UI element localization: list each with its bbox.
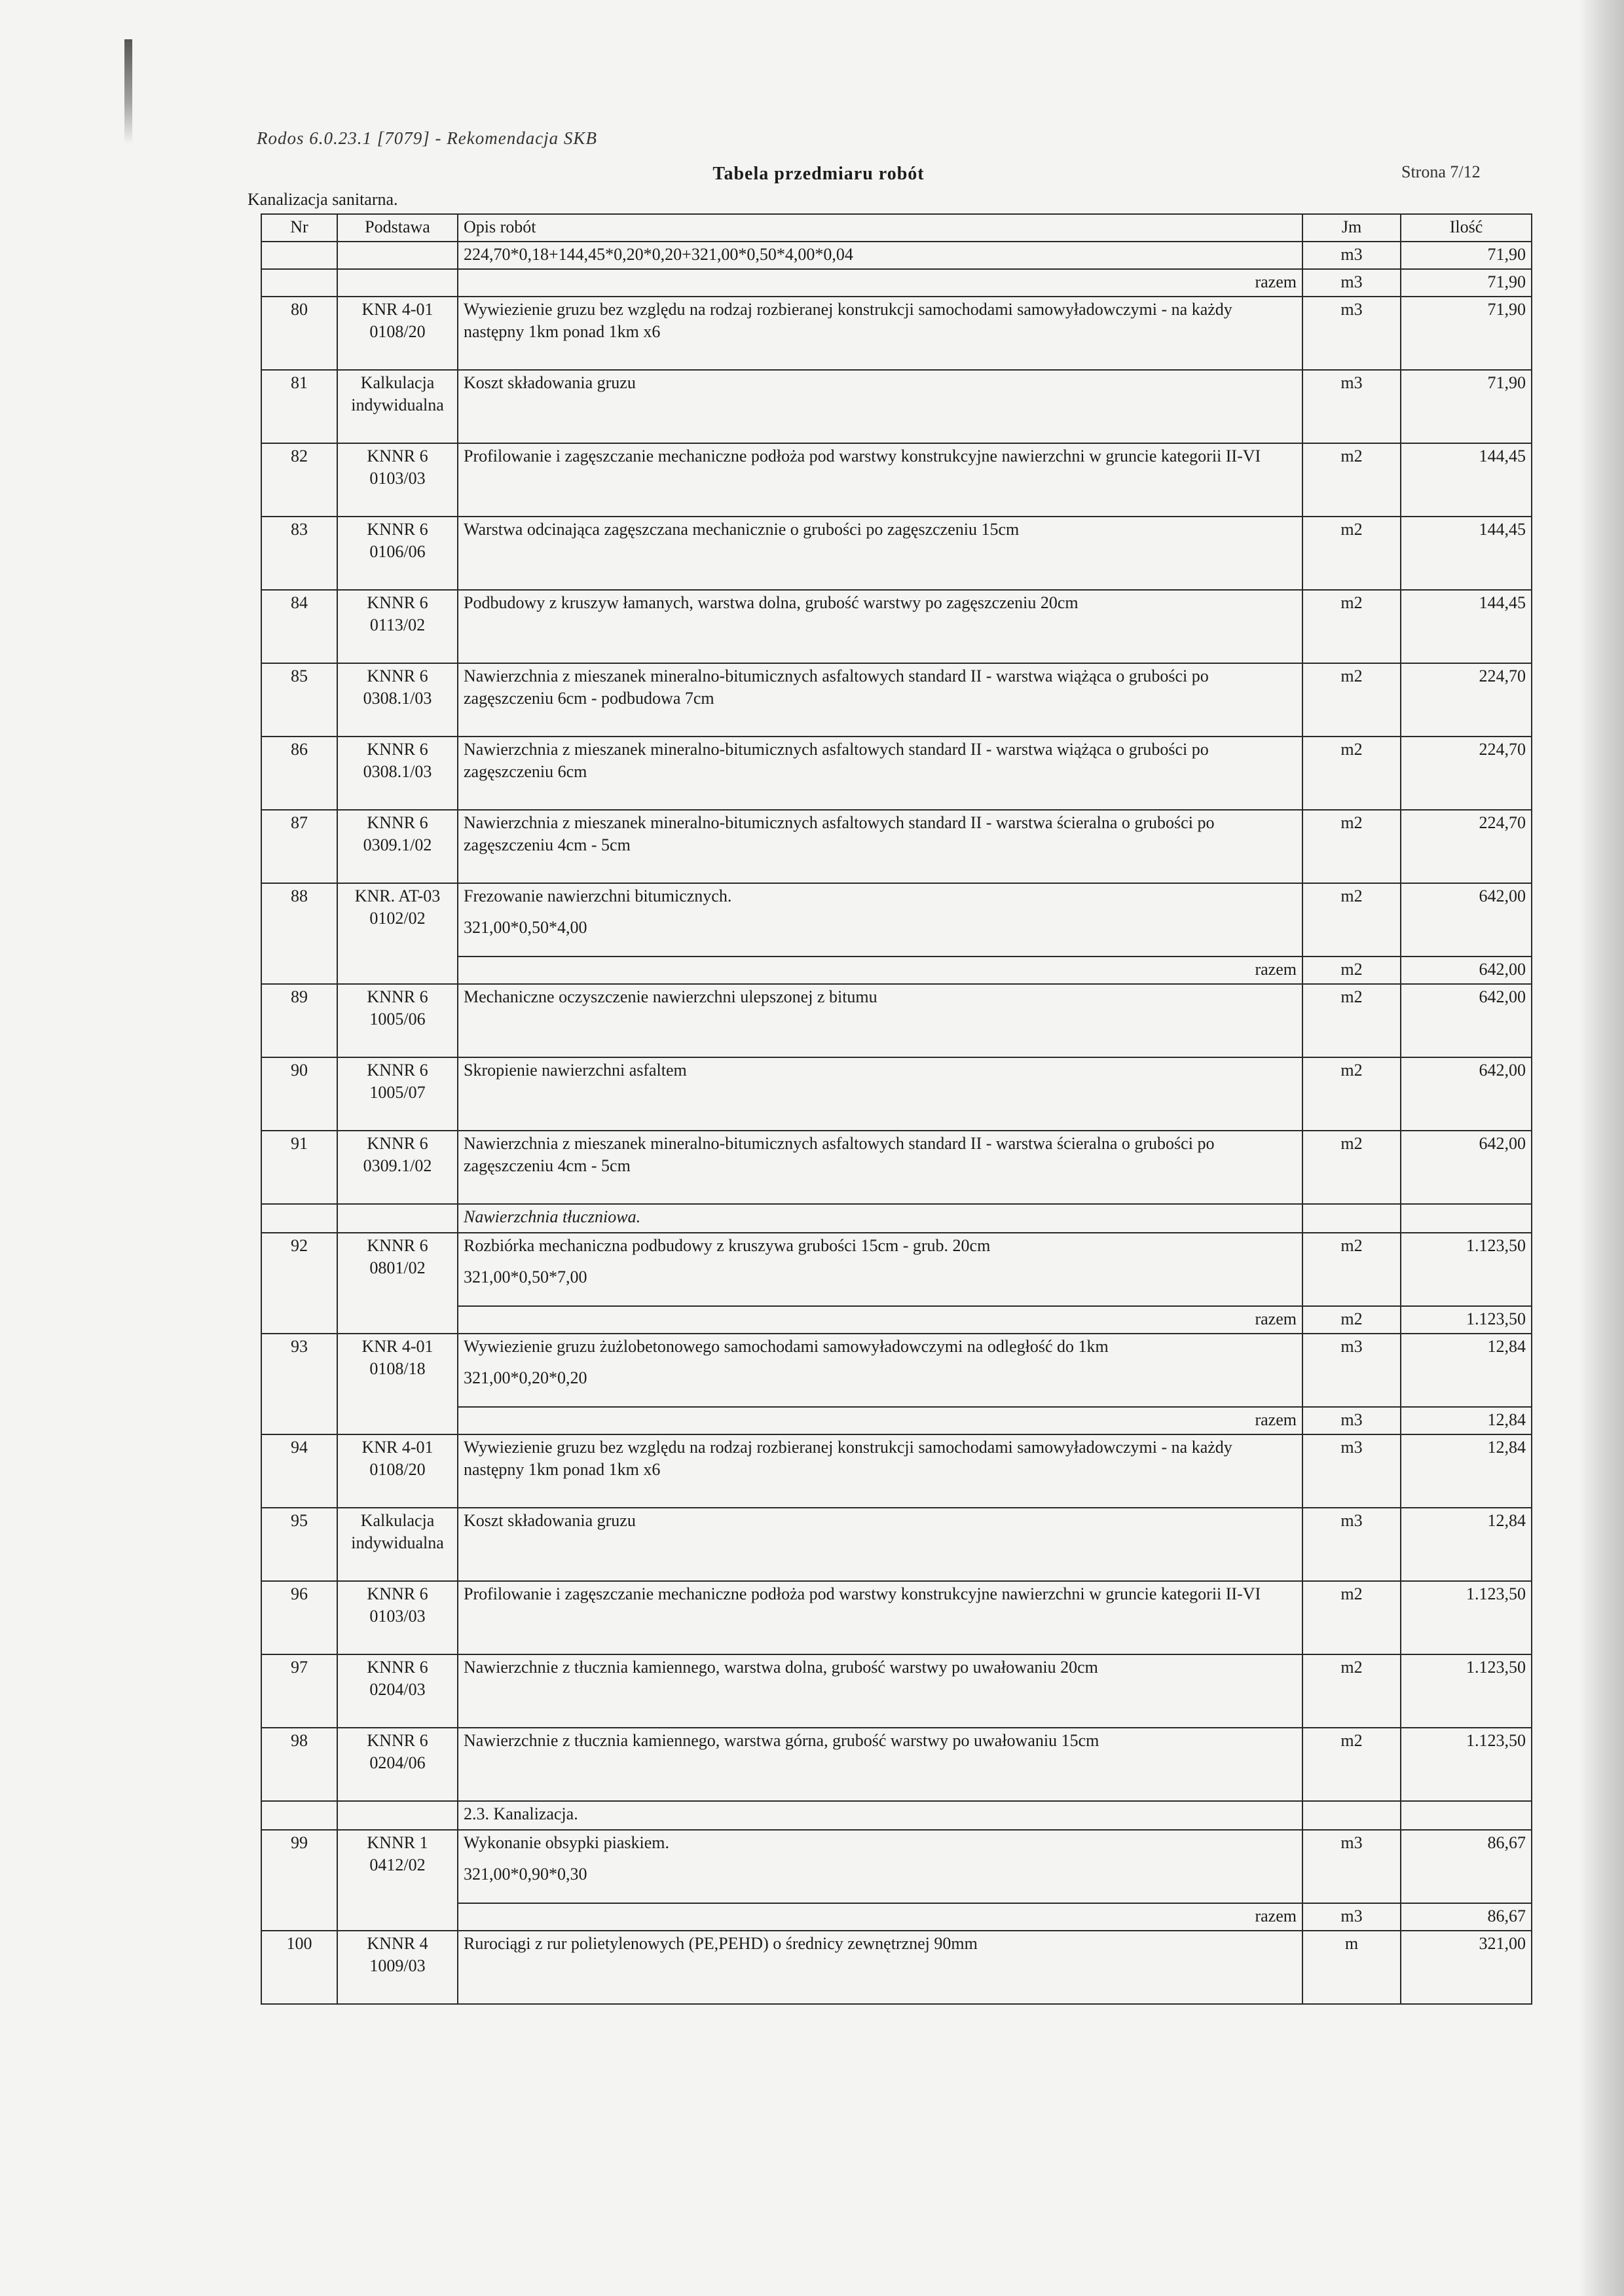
position-number: 84 [261,590,337,663]
description-text: Podbudowy z kruszyw łamanych, warstwa dolna, grubość warstwy po zagęszczeniu 20cm [464,593,1079,612]
basis-code [337,1057,458,1131]
quantity: 144,45 [1401,443,1532,517]
bill-of-quantities-table [261,213,1532,2005]
quantity: 321,00 [1401,1931,1532,2004]
cell-empty [1401,1204,1532,1233]
position-number: 89 [261,984,337,1057]
quantity: 224,70 [1401,663,1532,737]
calc-formula: 224,70*0,18+144,45*0,20*0,20+321,00*0,50*4,00*0,04 [458,242,1302,269]
document-title: Tabela przedmiaru robót [712,164,925,184]
work-description [458,443,1302,517]
basis-catalog: KNNR 6 [367,1236,428,1255]
section-row-tluczniowa [261,1204,1532,1233]
basis-code [337,1131,458,1204]
unit: m2 [1302,1306,1401,1334]
basis-code [337,590,458,663]
quantity: 642,00 [1401,1057,1532,1131]
cell-empty [337,1204,458,1233]
basis-table: 0308.1/03 [363,762,432,781]
basis-code [337,297,458,370]
unit: m3 [1302,370,1401,443]
unit: m3 [1302,1508,1401,1581]
cell-empty [1302,1801,1401,1830]
unit: m2 [1302,810,1401,883]
basis-table: 0309.1/02 [363,1156,432,1175]
quantity: 642,00 [1401,1131,1532,1204]
description-text: Nawierzchnie z tłucznia kamiennego, warstwa górna, grubość warstwy po uwałowaniu 15cm [464,1731,1099,1750]
position-number: 93 [261,1334,337,1434]
quantity-total: 71,90 [1401,269,1532,297]
table-row [261,810,1532,883]
razem-label: razem [458,1407,1302,1434]
quantity: 642,00 [1401,984,1532,1057]
work-description [458,1131,1302,1204]
quantity: 12,84 [1401,1434,1532,1508]
work-description [458,1057,1302,1131]
unit: m3 [1302,1903,1401,1931]
cell-empty [1401,1801,1532,1830]
basis-table: 1009/03 [369,1956,426,1975]
basis-code [337,1581,458,1654]
basis-table: 0103/03 [369,1607,426,1626]
description-text: Wywiezienie gruzu bez względu na rodzaj rozbieranej konstrukcji samochodami samowyładowczymi - na każdy następny 1km ponad 1km x6 [464,300,1232,341]
unit: m2 [1302,1131,1401,1204]
unit: m2 [1302,443,1401,517]
work-description [458,1434,1302,1508]
unit: m2 [1302,1728,1401,1801]
table-row [261,1830,1532,1903]
description-text: Rozbiórka mechaniczna podbudowy z kruszywa grubości 15cm - grub. 20cm [464,1236,991,1255]
table-row [261,297,1532,370]
table-row [261,1233,1532,1306]
position-number: 91 [261,1131,337,1204]
quantity: 224,70 [1401,737,1532,810]
basis-code [337,1728,458,1801]
table-row [261,370,1532,443]
table-row [261,1434,1532,1508]
description-text: Warstwa odcinająca zagęszczana mechanicznie o grubości po zagęszczeniu 15cm [464,520,1020,539]
description-text: Nawierzchnia z mieszanek mineralno-bitumicznych asfaltowych standard II - warstwa wiążąca o grubości po zagęszczeniu 6cm - podbudowa 7cm [464,666,1209,708]
position-number: 100 [261,1931,337,2004]
basis-code [337,370,458,443]
basis-catalog: KNNR 6 [367,520,428,539]
basis-catalog: Kalkulacja [360,1511,435,1530]
quantity-total: 642,00 [1401,957,1532,984]
basis-catalog: KNNR 6 [367,1134,428,1153]
work-description [458,1508,1302,1581]
description-text: Wykonanie obsypki piaskiem. [464,1833,669,1852]
basis-code [337,663,458,737]
work-description [458,1830,1302,1903]
table-row [261,443,1532,517]
basis-catalog: KNNR 6 [367,446,428,465]
table-header-row [261,214,1532,242]
basis-code [337,443,458,517]
position-number: 94 [261,1434,337,1508]
quantity: 86,67 [1401,1830,1532,1903]
basis-code [337,1434,458,1508]
position-number: 85 [261,663,337,737]
quantity-total: 86,67 [1401,1903,1532,1931]
quantity: 12,84 [1401,1334,1532,1407]
basis-table: 0103/03 [369,469,426,488]
unit: m3 [1302,242,1401,269]
section-title: Kanalizacja sanitarna. [248,190,398,209]
carry-razem-row [261,269,1532,297]
table-row [261,517,1532,590]
table-row [261,1334,1532,1407]
description-text: Koszt składowania gruzu [464,1511,636,1530]
quantity: 1.123,50 [1401,1654,1532,1728]
unit: m2 [1302,517,1401,590]
description-text: Wywiezienie gruzu bez względu na rodzaj rozbieranej konstrukcji samochodami samowyładowczymi - na każdy następny 1km ponad 1km x6 [464,1438,1232,1479]
basis-catalog: KNR 4-01 [361,1337,434,1356]
description-text: Wywiezienie gruzu żużlobetonowego samochodami samowyładowczymi na odległość do 1km [464,1337,1109,1356]
col-header-jm: Jm [1302,214,1401,242]
basis-code [337,1233,458,1334]
quantity: 1.123,50 [1401,1233,1532,1306]
description-text: Rurociągi z rur polietylenowych (PE,PEHD) o średnicy zewnętrznej 90mm [464,1934,978,1953]
position-number: 90 [261,1057,337,1131]
work-description [458,370,1302,443]
basis-table: indywidualna [351,395,444,414]
description-text: Nawierzchnia z mieszanek mineralno-bitumicznych asfaltowych standard II - warstwa ścieralna o grubości po zagęszczeniu 4cm - 5cm [464,813,1215,854]
description-text: Profilowanie i zagęszczanie mechaniczne podłoża pod warstwy konstrukcyjne nawierzchni w gruncie kategorii II-VI [464,1584,1261,1603]
cell-empty [261,1801,337,1830]
basis-table: 0412/02 [369,1855,426,1874]
basis-table: 0108/20 [369,1460,426,1479]
unit: m3 [1302,1334,1401,1407]
unit: m3 [1302,1434,1401,1508]
quantity: 71,90 [1401,297,1532,370]
basis-table: indywidualna [351,1533,444,1552]
basis-table: 0108/18 [369,1359,426,1378]
work-description [458,1654,1302,1728]
cell-empty [261,242,337,269]
unit: m2 [1302,1581,1401,1654]
razem-label: razem [458,1903,1302,1931]
position-number: 80 [261,297,337,370]
position-number: 82 [261,443,337,517]
scan-edge-shadow [1578,0,1624,2296]
position-number: 98 [261,1728,337,1801]
software-header: Rodos 6.0.23.1 [7079] - Rekomendacja SKB [257,128,597,148]
basis-table: 1005/06 [369,1010,426,1029]
razem-label: razem [458,1306,1302,1334]
position-number: 81 [261,370,337,443]
table-row [261,590,1532,663]
description-text: Koszt składowania gruzu [464,373,636,392]
unit: m2 [1302,737,1401,810]
description-text: Nawierzchnia z mieszanek mineralno-bitumicznych asfaltowych standard II - warstwa ścieralna o grubości po zagęszczeniu 4cm - 5cm [464,1134,1215,1175]
unit: m2 [1302,984,1401,1057]
scan-mark [124,39,132,144]
quantity-total: 12,84 [1401,1407,1532,1434]
basis-catalog: KNNR 6 [367,1731,428,1750]
basis-code [337,1334,458,1434]
section-heading: Nawierzchnia tłuczniowa. [458,1204,1302,1233]
basis-table: 0801/02 [369,1258,426,1277]
basis-table: 0308.1/03 [363,689,432,708]
basis-code [337,1830,458,1931]
cell-empty [261,1204,337,1233]
quantity: 71,90 [1401,370,1532,443]
basis-code [337,1931,458,2004]
position-number: 96 [261,1581,337,1654]
position-number: 97 [261,1654,337,1728]
basis-code [337,810,458,883]
calc-formula: 321,00*0,20*0,20 [464,1368,587,1387]
basis-table: 0113/02 [369,615,426,634]
basis-catalog: KNNR 6 [367,593,428,612]
table-row [261,883,1532,957]
quantity: 1.123,50 [1401,1728,1532,1801]
basis-table: 1005/07 [369,1083,426,1102]
unit: m3 [1302,1407,1401,1434]
basis-catalog: KNR 4-01 [361,300,434,319]
position-number: 86 [261,737,337,810]
calc-formula: 321,00*0,50*7,00 [464,1267,587,1286]
unit: m2 [1302,1654,1401,1728]
quantity: 224,70 [1401,810,1532,883]
basis-catalog: KNNR 6 [367,1584,428,1603]
description-text: Nawierzchnie z tłucznia kamiennego, warstwa dolna, grubość warstwy po uwałowaniu 20cm [464,1658,1098,1677]
basis-catalog: KNNR 4 [367,1934,428,1953]
cell-empty [337,269,458,297]
position-number: 99 [261,1830,337,1931]
col-header-ilosc: Ilość [1401,214,1532,242]
basis-catalog: KNNR 1 [367,1833,428,1852]
work-description [458,810,1302,883]
basis-table: 0108/20 [369,322,426,341]
unit: m2 [1302,1233,1401,1306]
work-description [458,1233,1302,1306]
unit: m [1302,1931,1401,2004]
work-description [458,1334,1302,1407]
table-row [261,1057,1532,1131]
cell-empty [261,269,337,297]
page-number: Strona 7/12 [1401,162,1481,181]
position-number: 95 [261,1508,337,1581]
razem-label: razem [458,269,1302,297]
description-text: Frezowanie nawierzchni bitumicznych. [464,886,732,905]
basis-catalog: KNNR 6 [367,1061,428,1080]
basis-catalog: KNNR 6 [367,666,428,685]
unit: m2 [1302,590,1401,663]
quantity: 642,00 [1401,883,1532,957]
basis-catalog: KNNR 6 [367,1658,428,1677]
basis-code [337,1508,458,1581]
calc-formula: 321,00*0,90*0,30 [464,1865,587,1884]
basis-catalog: Kalkulacja [360,373,435,392]
quantity: 71,90 [1401,242,1532,269]
basis-code [337,883,458,984]
basis-table: 0309.1/02 [363,835,432,854]
position-number: 83 [261,517,337,590]
razem-label: razem [458,957,1302,984]
basis-table: 0106/06 [369,542,426,561]
unit: m3 [1302,269,1401,297]
basis-catalog: KNR 4-01 [361,1438,434,1457]
unit: m3 [1302,297,1401,370]
table-row [261,737,1532,810]
table-row [261,1728,1532,1801]
col-header-nr: Nr [261,214,337,242]
table-row [261,1131,1532,1204]
quantity: 12,84 [1401,1508,1532,1581]
unit: m2 [1302,663,1401,737]
work-description [458,1931,1302,2004]
cell-empty [337,1801,458,1830]
work-description [458,1728,1302,1801]
calc-formula: 321,00*0,50*4,00 [464,918,587,937]
carry-calc-row [261,242,1532,269]
table-row [261,1508,1532,1581]
position-number: 92 [261,1233,337,1334]
basis-code [337,1654,458,1728]
table-row [261,663,1532,737]
basis-catalog: KNR. AT-03 [354,886,441,905]
unit: m3 [1302,1830,1401,1903]
basis-table: 0204/03 [369,1680,426,1699]
table-row [261,984,1532,1057]
basis-catalog: KNNR 6 [367,813,428,832]
basis-catalog: KNNR 6 [367,987,428,1006]
description-text: Mechaniczne oczyszczenie nawierzchni ulepszonej z bitumu [464,987,877,1006]
work-description [458,663,1302,737]
section-heading: 2.3. Kanalizacja. [458,1801,1302,1830]
work-description [458,297,1302,370]
unit: m2 [1302,883,1401,957]
basis-table: 0102/02 [369,909,426,928]
basis-code [337,984,458,1057]
work-description [458,517,1302,590]
description-text: Profilowanie i zagęszczanie mechaniczne podłoża pod warstwy konstrukcyjne nawierzchni w gruncie kategorii II-VI [464,446,1261,465]
quantity: 1.123,50 [1401,1581,1532,1654]
table-row [261,1581,1532,1654]
work-description [458,883,1302,957]
basis-code [337,737,458,810]
work-description [458,590,1302,663]
work-description [458,737,1302,810]
unit: m2 [1302,1057,1401,1131]
description-text: Skropienie nawierzchni asfaltem [464,1061,687,1080]
table-row [261,1931,1532,2004]
unit: m2 [1302,957,1401,984]
description-text: Nawierzchnia z mieszanek mineralno-bitumicznych asfaltowych standard II - warstwa wiążąca o grubości po zagęszczeniu 6cm [464,740,1209,781]
cell-empty [337,242,458,269]
quantity-total: 1.123,50 [1401,1306,1532,1334]
quantity: 144,45 [1401,517,1532,590]
quantity: 144,45 [1401,590,1532,663]
section-row-kanalizacja [261,1801,1532,1830]
position-number: 87 [261,810,337,883]
col-header-podstawa: Podstawa [337,214,458,242]
basis-table: 0204/06 [369,1753,426,1772]
basis-code [337,517,458,590]
work-description [458,984,1302,1057]
table-row [261,1654,1532,1728]
basis-catalog: KNNR 6 [367,740,428,759]
work-description [458,1581,1302,1654]
cell-empty [1302,1204,1401,1233]
position-number: 88 [261,883,337,984]
col-header-opis: Opis robót [458,214,1302,242]
